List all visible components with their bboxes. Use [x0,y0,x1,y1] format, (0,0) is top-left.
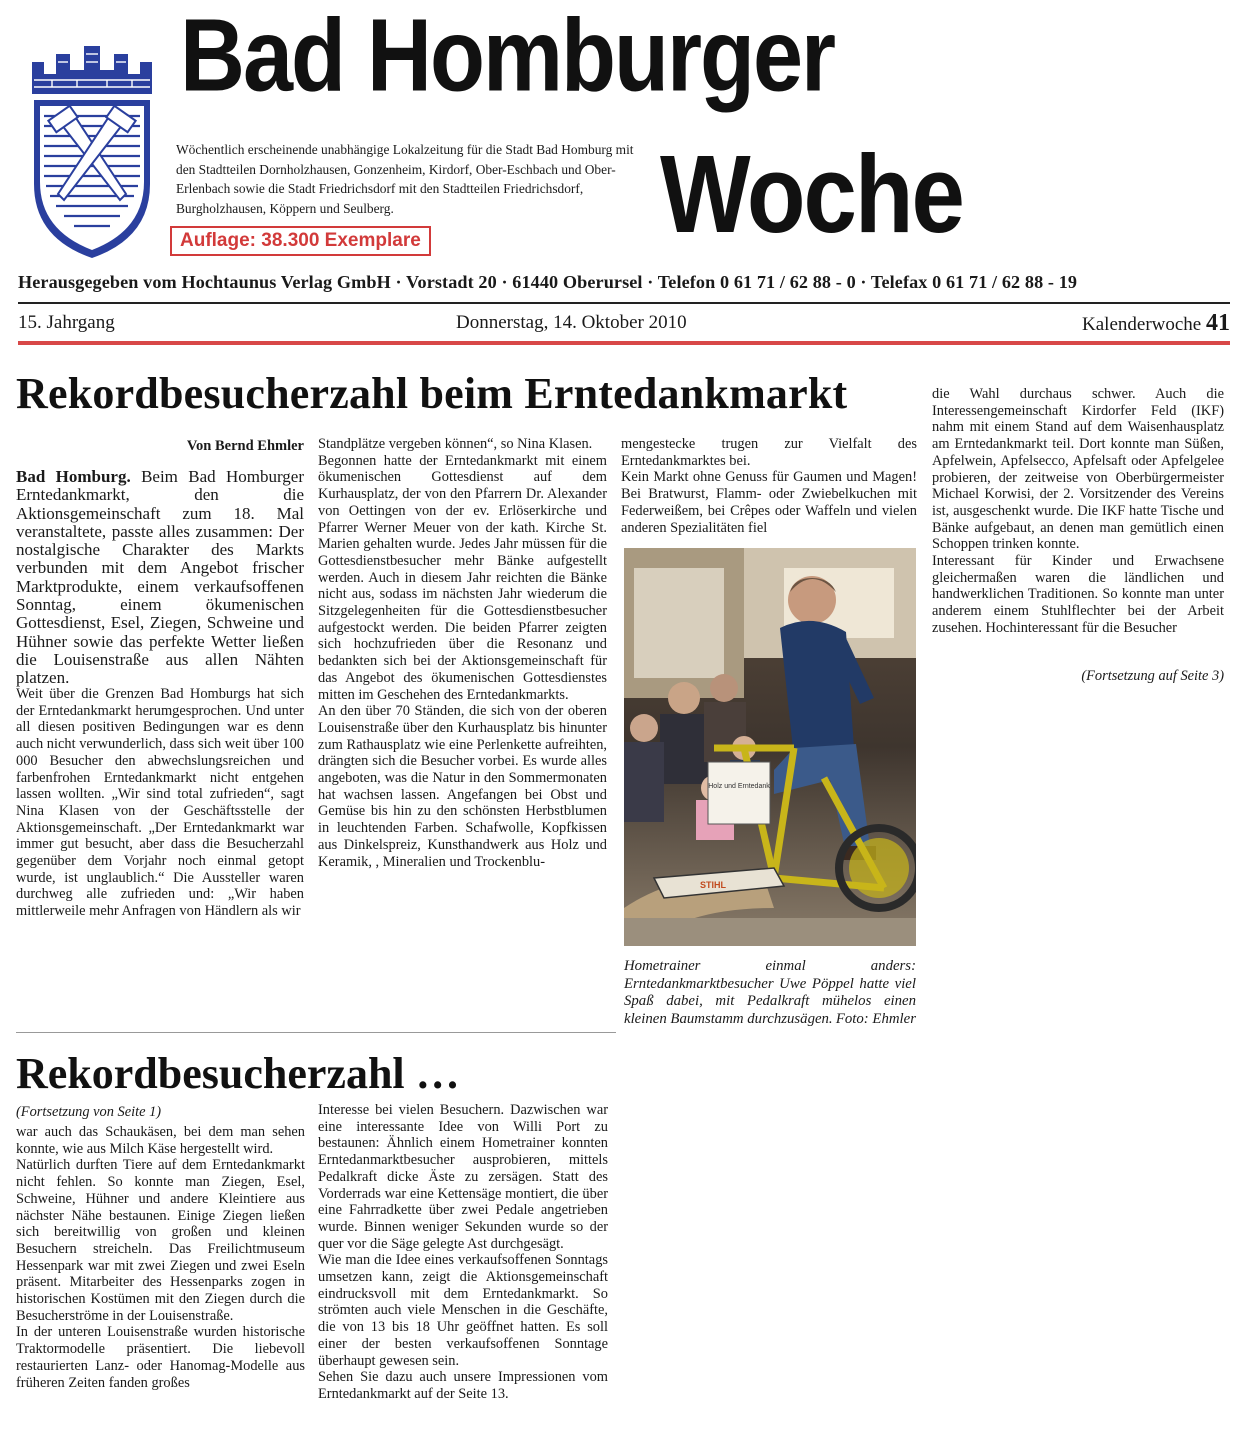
article-headline: Rekordbesucherzahl beim Erntedankmarkt [16,369,848,418]
paragraph: An den über 70 Ständen, die sich von der oberen Louisenstraße über den Kurhausplatz bis hinunter zum Rathausplatz wie eine Perlenkette aufreihten, drängten sich die Besucher vorbei. Es wurde alles angeboten, was die Natur in den Sommermonaten hat wachsen lassen. Angefangen bei Obst und Gemüse bis hin zu den schönsten Herbstblumen in leuchtenden Farben. Schafwolle, Kopfkissen aus Dinkelspreiz, Kunsthandwerk aus Holz und Keramik, , Mineralien und Trockenblu- [318,703,607,870]
article-photo [624,548,916,946]
publisher-line: Herausgegeben vom Hochtaunus Verlag GmbH · Vorstadt 20 · 61440 Oberursel · Telefon 0 61 71 / 62 88 - 0 · Telefax 0 61 71 / 62 88 - 19 [18,272,1078,292]
photo-caption [624,958,916,1028]
lead-text: Beim Bad Homburger Erntedankmarkt, den die Aktionsgemeinschaft zum 18. Mal veranstaltete, passte alles zusammen: Der nostalgische Charakter des Markts verbunden mit dem Angebot frischer Marktprodukte, einem verkaufsoffenen Sonntag, einem ökumenischen Gottesdienst, Esel, Ziegen, Schweine und Hühner sowie das perfekte Wetter ließen die Louisenstraße aus allen Nähten platzen. [16,467,305,688]
paragraph: Sehen Sie dazu auch unsere Impressionen vom Erntedankmarkt auf der Seite 13. [318,1369,608,1402]
bad-homburg-crest-icon [22,24,162,264]
red-divider [18,341,1230,345]
article-column-4 [932,386,1224,637]
circulation-badge: Auflage: 38.300 Exemplare [170,226,431,256]
newspaper-title-line-1: Bad Homburger [180,0,835,114]
paragraph: Interesse bei vielen Besuchern. Dazwischen war eine interessante Idee von Willi Port zu bestaunen: Ähnlich einem Hometrainer konnten Erntedanmarktbesucher ausprobieren, mittels Pedalkraft dicke Äste zu zersägen. Statt des Vorderrads war eine Kettensäge montiert, die über eine Fahrradkette über zwei Pedale angetrieben wurde. Binnen weniger Sekunden wurde so der quer vor die Säge gelegte Ast durchgesägt. [318,1102,608,1252]
continued-from-note: (Fortsetzung von Seite 1) [16,1104,162,1120]
calendar-week-label: Kalenderwoche [1082,314,1202,335]
masthead-divider [18,302,1230,304]
calendar-week [1082,310,1230,337]
article-lead [16,468,304,688]
newspaper-title-line-2: Woche [660,133,963,257]
paragraph: Begonnen hatte der Erntedankmarkt mit einem ökumenischen Gottesdienst auf dem Kurhausplatz, der von den Pfarrern Dr. Alexander von Oettingen von der ev. Erlöserkirche und Pfarrer Werner Meuer von der kath. Kirche St. Marien gehalten wurde. Jedes Jahr müssen für die Gottesdienstbesucher mehr Bänke aufgestellt werden. Auch in diesem Jahr reichten die Bänke nicht aus, sodass im nächsten Jahr wiederum die Sitzgelegenheiten für die Gottesdienstbesucher aufgestockt werden. Die beiden Pfarrer zeigten sich hochzufrieden über die Resonanz und bedankten sich bei der Aktionsgemeinschaft für das Angebot des ökumenischen Gottesdienstes mitten im Geschehen des Erntedankmarkts. [318,452,607,703]
continued-on-note: (Fortsetzung auf Seite 3) [1081,668,1224,684]
lead-dateline: Bad Homburg. [16,467,131,486]
continuation-column-2 [318,1102,608,1403]
paragraph: Standplätze vergeben können“, so Nina Klasen. [318,436,593,452]
article-byline: Von Bernd Ehmler [186,438,304,454]
issue-date: Donnerstag, 14. Oktober 2010 [456,312,687,333]
paragraph: Natürlich durften Tiere auf dem Erntedankmarkt nicht fehlen. So konnte man Ziegen, Esel, Schweine, Hühner und andere Kleintiere aus nächster Nähe bestaunen. Einige Ziegen ließen sich bereitwillig von großen und kleinen Besuchern streicheln. Das Freilichtmuseum Hessenpark war mit zwei Ziegen und zwei Eseln präsent. Mitarbeiter des Hessenparks zogen in historischen Kostümen mit den Ziegen durch die Besucherströme in der Louisenstraße. [16,1157,305,1324]
issue-info-row [18,308,1230,338]
caption-text: Hometrainer einmal anders: Erntedankmarktbesucher Uwe Pöppel hatte viel Spaß dabei, mit Pedalkraft mühelos einen kleinen Baumstamm durchzusägen. [624,958,916,1027]
paragraph: In der unteren Louisenstraße wurden historische Traktormodelle präsentiert. Die liebevoll restaurierten Lanz- oder Hanomag-Modelle aus früheren Zeiten fanden großes [16,1324,305,1391]
calendar-week-number: 41 [1206,310,1230,336]
section-divider [16,1032,616,1033]
photo-brand-text: STIHL [700,880,726,890]
newspaper-tagline: Wöchentlich erscheinende unabhängige Lokalzeitung für die Stadt Bad Homburg mit den Stadtteilen Dornholzhausen, Gonzenheim, Kirdorf, Ober-Eschbach und Ober-Erlenbach sowie die Stadt Friedrichsdorf mit den Stadtteilen Friedrichsdorf, Burgholzhausen, Köppern und Seulberg. [176,142,634,216]
paragraph: Interessant für Kinder und Erwachsene gleichermaßen waren die ländlichen und handwerklichen Traditionen. So konnte man unter anderem einem Stuhlflechter bei der Arbeit zusehen. Hochinteressant für die Besucher [932,553,1224,636]
article-column-3 [621,436,917,536]
paragraph: Wie man die Idee eines verkaufsoffenen Sonntags umsetzen kann, zeigt die Aktionsgemeinschaft eindrucksvoll mit dem Erntedankmarkt. So strömten auch viele Menschen in die Geschäfte, die von 13 bis 18 Uhr geöffnet hatten. Es soll einer der besten verkaufsoffenen Sonntage überhaupt gewesen sein. [318,1252,608,1369]
article-column-2 [318,436,607,870]
photo-sign-text: Holz und Erntedank [708,783,770,790]
paragraph: mengestecke trugen zur Vielfalt des Erntedankmarktes bei. [621,436,917,469]
paragraph: die Wahl durchaus schwer. Auch die Interessengemeinschaft Kirdorfer Feld (IKF) nahm mit einem Stand auf dem Waisenhausplatz am Erntedankmarkt teil. Dort konnte man Süßen, Apfelwein, Apfelsecco, Apfelsaft oder Apfelgelee probieren, der zeitweise von Oberbürgermeister Michael Korwisi, der 2. Vorsitzender des Vereins ist, ausgeschenkt wurde. Die IKF hatte Tische und Bänke aufgebaut, an denen man gemütlich einen Schoppen trinken konnte. [932,386,1224,553]
photo-credit: Foto: Ehmler [835,1010,916,1027]
article-column-1 [16,686,304,920]
continuation-column-1 [16,1124,305,1391]
paragraph: Weit über die Grenzen Bad Homburgs hat sich der Erntedankmarkt herumgesprochen. Und unter all diesen positiven Bedingungen war es denn auch nicht verwunderlich, dass sich weit über 100 000 Besucher den abwechslungsreichen und farbenfrohen Erntedankmarkt nicht entgehen lassen wollten. „Wir sind total zufrieden“, sagt Nina Klasen von der Geschäftsstelle der Aktionsgemeinschaft. „Der Erntedankmarkt war immer gut besucht, aber dass die Besucherzahl gegenüber dem Vorjahr noch einmal getopt wurde, ist unglaublich.“ Die Aussteller waren durchweg alle zufrieden und: „Wir haben mittlerweile mehr Anfragen von Händlern als wir [16,686,304,920]
paragraph: war auch das Schaukäsen, bei dem man sehen konnte, wie aus Milch Käse hergestellt wird. [16,1124,305,1157]
continuation-headline: Rekordbesucherzahl … [16,1049,460,1098]
volume-year: 15. Jahrgang [18,312,115,333]
paragraph: Kein Markt ohne Genuss für Gaumen und Magen! Bei Bratwurst, Flamm- oder Zwiebelkuchen mit Federweißem, bei Crêpes oder Waffeln und vielen anderen Spezialitäten fiel [621,469,917,536]
